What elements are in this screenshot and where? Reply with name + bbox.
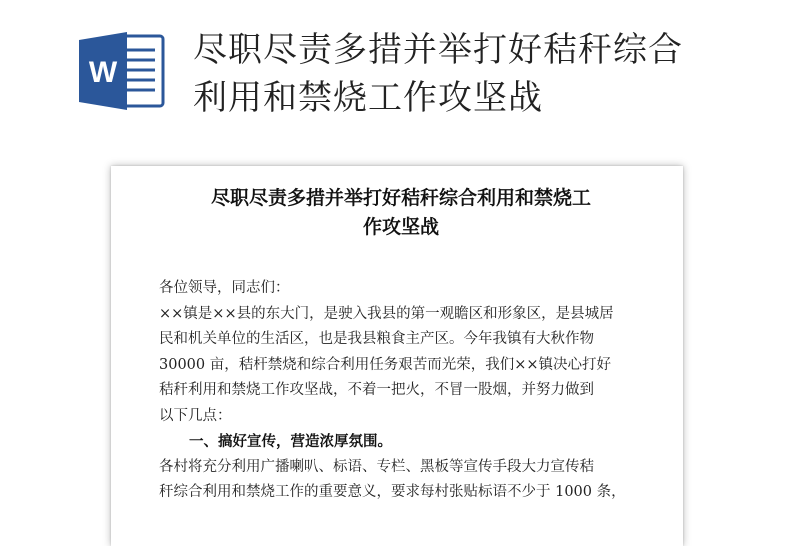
paragraph-1-line: 30000 亩，秸杆禁烧和综合利用任务艰苦而光荣，我们××镇决心打好 — [159, 356, 612, 373]
paragraph-1-line: 以下几点： — [159, 407, 232, 424]
banner — [0, 0, 800, 140]
paragraph-1-line: 民和机关单位的生活区，也是我县粮食主产区。今年我镇有大秋作物 — [159, 331, 594, 347]
paragraph-1-line: ××镇是××县的东大门，是驶入我县的第一观瞻区和形象区，是县城居 — [159, 305, 614, 322]
document-title-line-1: 尽职尽责多措并举打好秸秆综合利用和禁烧工 — [210, 187, 591, 209]
banner-title — [193, 26, 773, 122]
banner-title-line-1: 尽职尽责多措并举打好秸秆综合 — [193, 30, 683, 70]
document-page — [111, 166, 683, 546]
paragraph-2-line: 各村将充分利用广播喇叭、标语、专栏、黑板等宣传手段大力宣传秸 — [159, 458, 594, 475]
salutation: 各位领导，同志们： — [159, 280, 290, 296]
section-heading-1: 一、搞好宣传，营造浓厚氛围。 — [189, 433, 392, 450]
document-body — [159, 276, 631, 506]
banner-title-line-2: 利用和禁烧工作攻坚战 — [193, 78, 543, 118]
paragraph-1-line: 秸秆利用和禁烧工作攻坚战，不着一把火，不冒一股烟，并努力做到 — [159, 382, 594, 398]
word-document-icon — [77, 30, 165, 112]
word-icon-letter: W — [88, 56, 118, 89]
document-title — [151, 184, 651, 242]
document-title-line-2: 作攻坚战 — [362, 216, 439, 238]
paragraph-2-line: 秆综合利用和禁烧工作的重要意义，要求每村张贴标语不少于 1000 条， — [159, 484, 626, 500]
